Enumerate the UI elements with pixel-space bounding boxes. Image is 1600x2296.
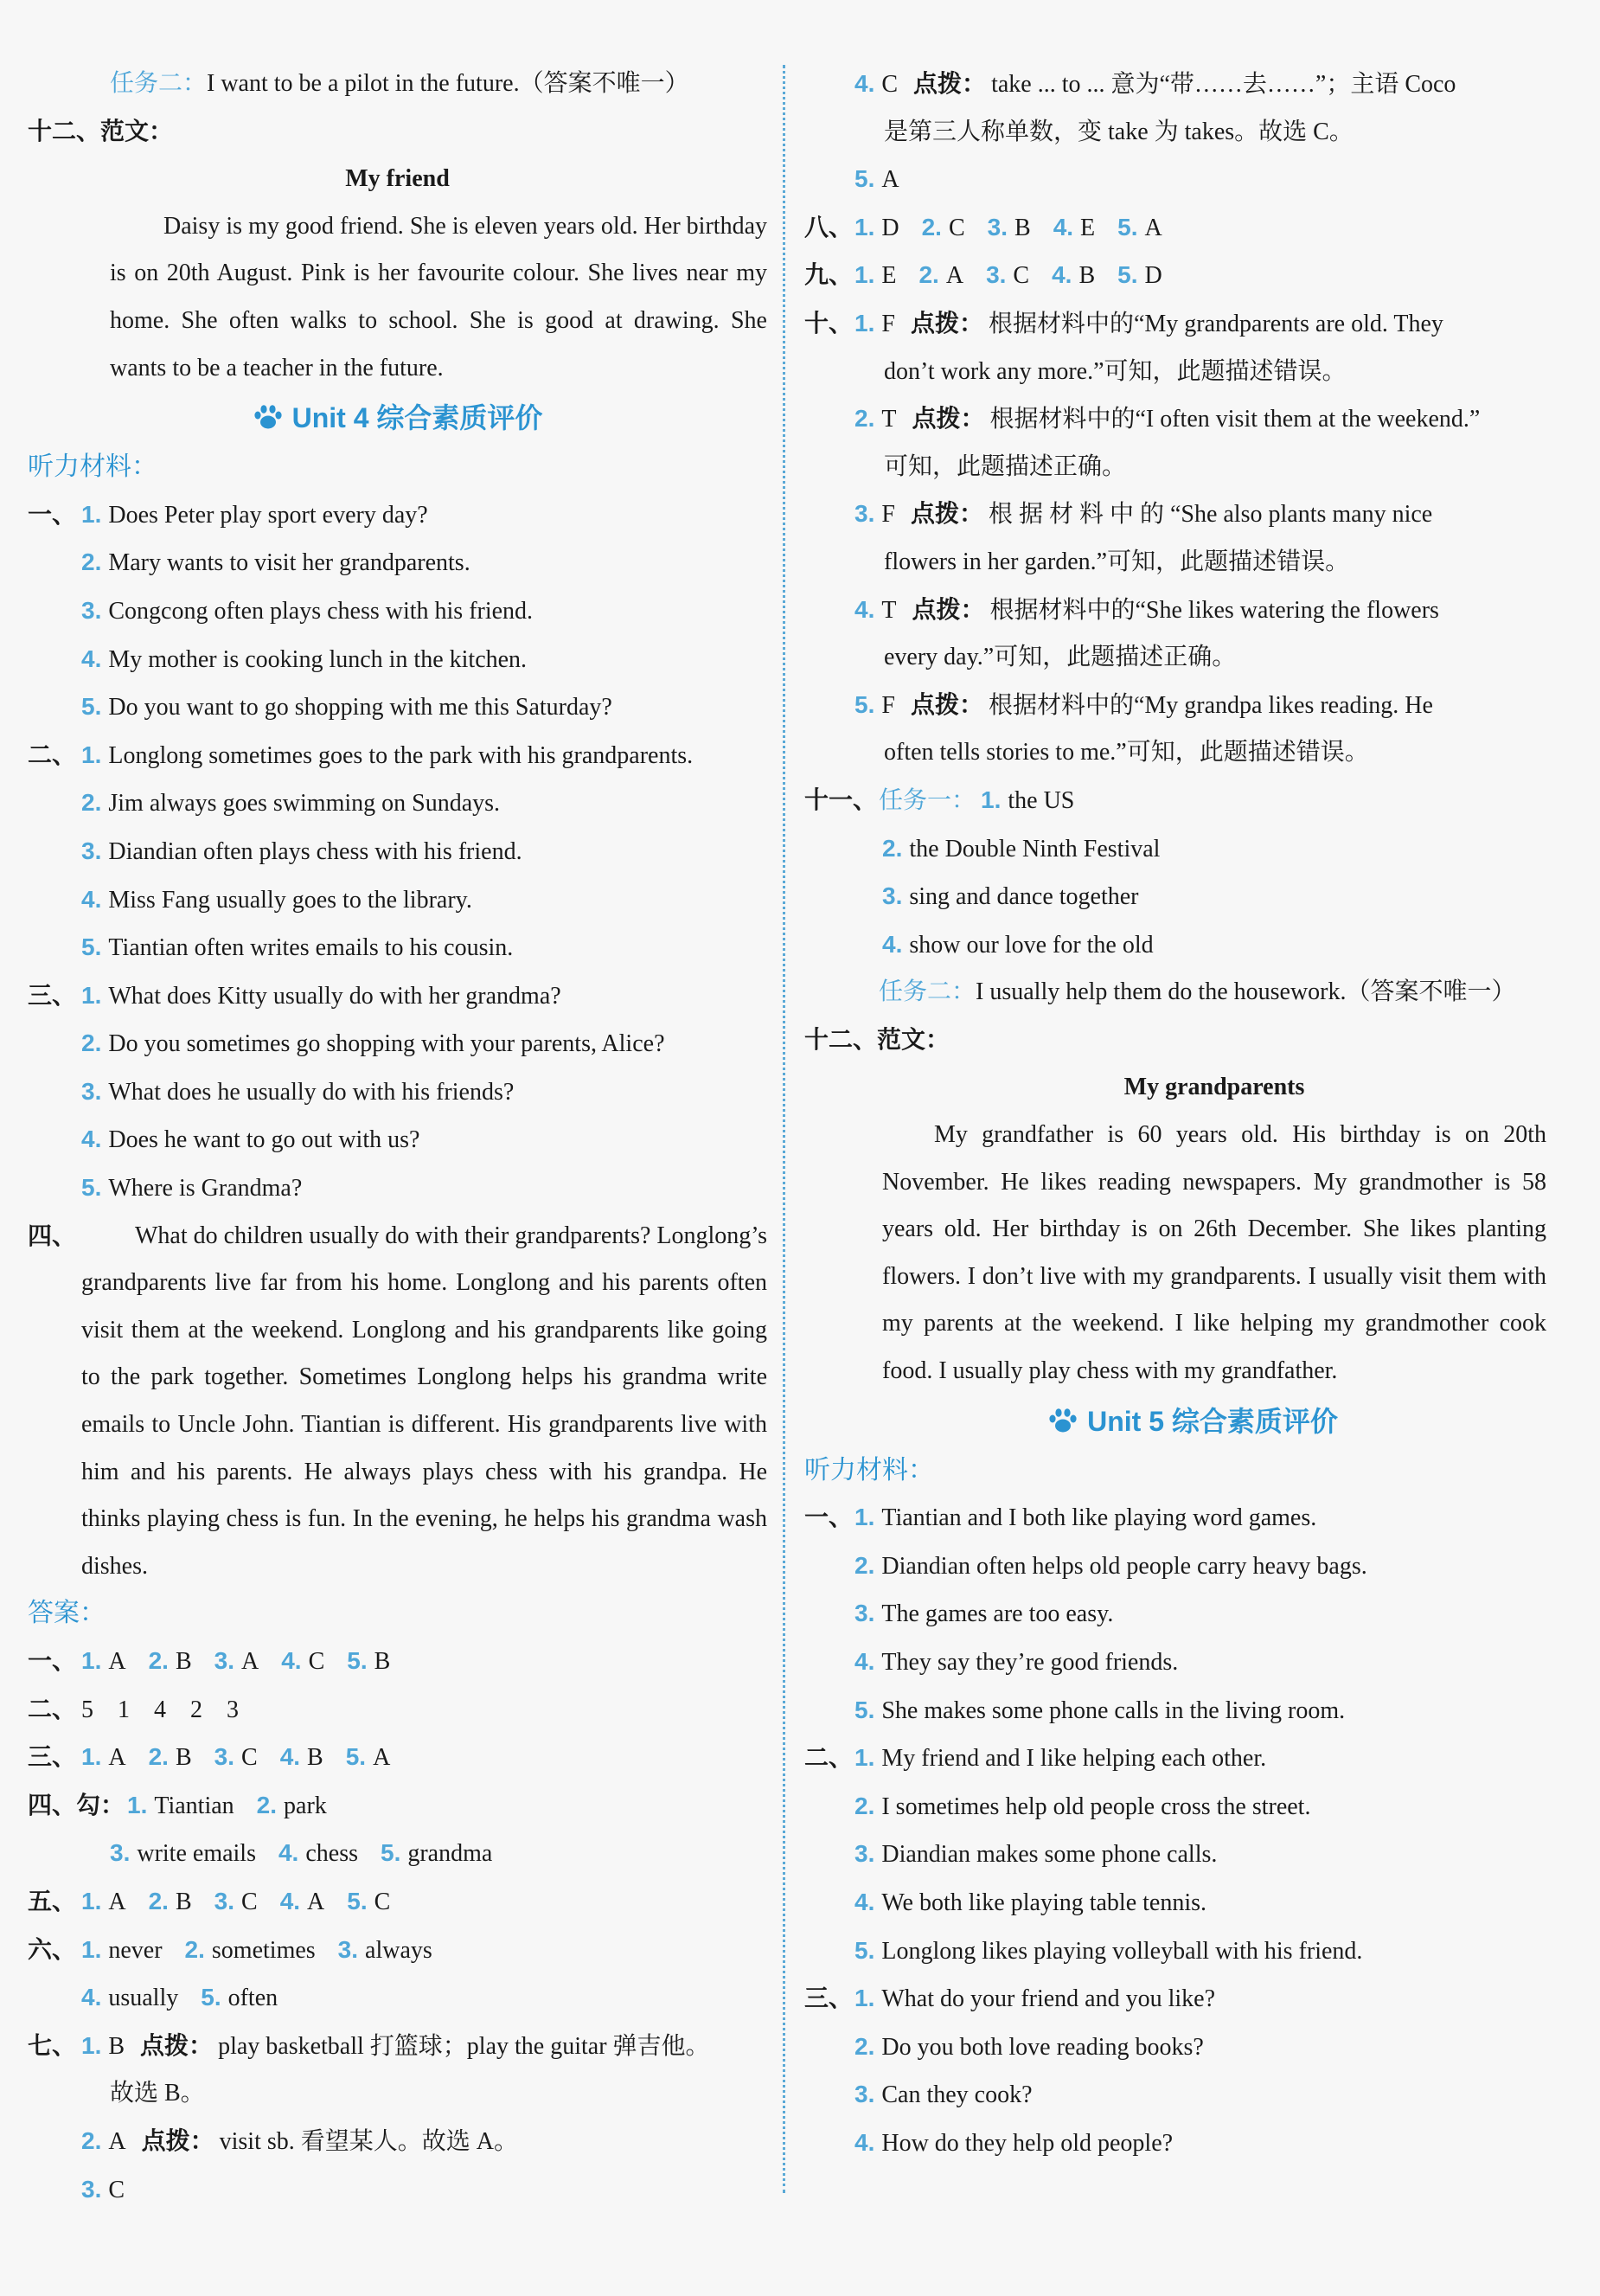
a6-line: 六、 1. never 2. sometimes 3. always	[28, 1934, 432, 1964]
a10-item: 5. F 点拨： 根据材料中的“My grandpa likes reading. He	[854, 689, 1433, 719]
listening-heading: 听力材料：	[804, 1455, 934, 1485]
a7-line: 七、 1. B 点拨： play basketball 打篮球；play the guitar 弹吉他。	[28, 2030, 710, 2060]
a3-line: 三、 1. A 2. B 3. C 4. B 5. A	[28, 1742, 391, 1772]
a10-item: often tells stories to me.”可知，此题描述错误。	[884, 739, 1369, 766]
s1-item: 一、 1. Does Peter play sport every day?	[28, 499, 428, 529]
a10-item: 2. T 点拨： 根据材料中的“I often visit them at the weekend.”	[854, 404, 1481, 433]
a11-item: 4. show our love for the old	[882, 930, 1154, 959]
s1-item: 2. Diandian often helps old people carry heavy bags.	[854, 1551, 1367, 1580]
a10-item: flowers in her garden.”可知，此题描述错误。	[884, 548, 1350, 575]
a2-line: 二、 5 1 4 2 3	[28, 1694, 240, 1723]
s1-item: 一、1. Tiantian and I both like playing word games.	[804, 1503, 1317, 1532]
s1-item: 2. Mary wants to visit her grandparents.	[81, 548, 470, 577]
s3-item: 三、1. What do your friend and you like?	[804, 1984, 1216, 2013]
a8-line: 八、1. D 2. C 3. B 4. E 5. A	[804, 212, 1162, 241]
a4-line: 四、勾： 1. Tiantian 2. park	[28, 1790, 327, 1819]
a10-item: every day.”可知，此题描述正确。	[884, 644, 1237, 671]
s2-item: 二、 1. Longlong sometimes goes to the park with his grandparents.	[28, 740, 694, 769]
s2-item: 3. Diandian makes some phone calls.	[854, 1840, 1218, 1869]
a4-line: 3. write emails 4. chess 5. grandma	[110, 1839, 493, 1868]
s2-item: 2. I sometimes help old people cross the street.	[854, 1792, 1311, 1820]
paw-icon	[1047, 1407, 1078, 1434]
a9-line: 九、1. E 2. A 3. C 4. B 5. D	[804, 260, 1162, 290]
s4-text: What do children usually do with their grandparents? Longlong’s grandparents live far from his home. Longlong and his parents often visit them at the weekend. Longlong and his grandparents like going to the park together. Sometimes Longlong helps his grandma write emails to Uncle John. Tiantian is different. His grandparents live with him and his parents. He always plays chess with his grandpa. He thinks playing chess is fun. In the evening, he helps his grandma wash dishes.	[81, 1222, 767, 1580]
s1-item: 3. The games are too easy.	[854, 1600, 1114, 1628]
s2-item: 2. Jim always goes swimming on Sundays.	[81, 789, 501, 818]
a7-line: 2. A 点拨： visit sb. 看望某人。故选 A。	[81, 2126, 518, 2155]
s2-item: 4. Miss Fang usually goes to the library.	[81, 885, 472, 914]
s1-item: 5. Do you want to go shopping with me this Saturday?	[81, 693, 612, 722]
s3-item: 3. Can they cook?	[854, 2081, 1033, 2109]
section-12-label: 十二、范文：	[28, 116, 174, 145]
answers-heading: 答案：	[28, 1599, 106, 1628]
s2-item: 二、1. My friend and I like helping each other.	[804, 1743, 1267, 1773]
a10-item: 可知，此题描述正确。	[884, 452, 1127, 480]
a6-line: 4. usually 5. often	[81, 1984, 278, 2012]
column-divider	[783, 65, 785, 2193]
s1-item: 3. Congcong often plays chess with his friend.	[81, 596, 534, 625]
s3-item: 4. Does he want to go out with us?	[81, 1126, 420, 1154]
a7-line: 4. C 点拨： take ... to ... 意为“带……去……”；主语 Coco	[854, 69, 1456, 98]
s1-item: 4. They say they’re good friends.	[854, 1648, 1179, 1676]
a10-item: 十、1. F 点拨： 根据材料中的“My grandparents are old. They	[804, 308, 1443, 337]
paw-icon	[253, 403, 284, 431]
a10-item: 4. T 点拨： 根据材料中的“She likes watering the flowers	[854, 594, 1439, 624]
a7-line: 是第三人称单数，变 take 为 takes。故选 C。	[884, 118, 1354, 145]
s4-block: 四、 What do children usually do with their grandparents? Longlong’s grandparents live far from his home. Longlong and his parents often visit them at the weekend. Longlong and his grandparents like going to the park together. Sometimes Longlong helps his grandma write emails to Uncle John. Tiantian is different. His grandparents live with him and his parents. He always plays chess with his grandpa. He thinks playing chess is fun. In the evening, he helps his grandma wash dishes.	[28, 1213, 767, 1591]
a10-item: 3. F 点拨： 根 据 材 料 中 的 “She also plants many nice	[854, 499, 1433, 529]
task2-line: 任务二：I usually help them do the housework.（答案不唯一）	[879, 978, 1516, 1006]
left-column	[28, 61, 767, 2214]
s1-item: 4. My mother is cooking lunch in the kitchen.	[81, 645, 528, 673]
s2-item: 4. We both like playing table tennis.	[854, 1888, 1207, 1916]
a11-item: 3. sing and dance together	[882, 882, 1139, 911]
essay-text: My grandfather is 60 years old. His birthday is on 20th November. He likes reading newspapers. My grandmother is 58 years old. Her birthday is on 26th December. She likes planting flowers. I don’t live with my grandparents. I usually visit them with my parents at the weekend. I like helping my grandmother cook food. I usually play chess with my grandfather.	[882, 1121, 1546, 1385]
a7-line: 5. A	[854, 165, 899, 194]
essay-title: My friend	[345, 165, 450, 193]
s1-item: 5. She makes some phone calls in the living room.	[854, 1696, 1346, 1724]
section-12-label: 十二、范文：	[804, 1024, 950, 1054]
right-column	[804, 61, 1546, 2168]
s3-item: 三、 1. What does Kitty usually do with her grandma?	[28, 980, 561, 1010]
unit5-title: Unit 5 综合素质评价	[804, 1395, 1546, 1447]
a5-line: 五、 1. A 2. B 3. C 4. A 5. C	[28, 1886, 391, 1915]
essay-text: Daisy is my good friend. She is eleven years old. Her birthday is on 20th August. Pink is her favourite colour. She lives near my home. She often walks to school. She is good at drawing. She wants to be a teacher in the future.	[110, 212, 767, 382]
a7-line: 3. C	[81, 2175, 125, 2203]
s3-item: 4. How do they help old people?	[854, 2128, 1174, 2157]
unit4-title: Unit 4 综合素质评价	[28, 392, 767, 444]
a10-item: don’t work any more.”可知，此题描述错误。	[884, 357, 1347, 385]
s2-item: 3. Diandian often plays chess with his friend.	[81, 837, 522, 865]
essay-title: My grandparents	[1123, 1074, 1305, 1101]
a11-item: 2. the Double Ninth Festival	[882, 834, 1161, 863]
a7-line: 故选 B。	[110, 2080, 205, 2107]
s3-item: 3. What does he usually do with his friends?	[81, 1077, 515, 1106]
s3-item: 2. Do you sometimes go shopping with your parents, Alice?	[81, 1029, 665, 1058]
s3-item: 5. Where is Grandma?	[81, 1174, 303, 1203]
a11-item: 十一、任务一： 1. the US	[804, 785, 1075, 814]
listening-heading: 听力材料：	[28, 452, 157, 482]
a1-line: 一、 1. A 2. B 3. A 4. C 5. B	[28, 1646, 391, 1675]
s3-item: 2. Do you both love reading books?	[854, 2032, 1204, 2061]
s2-item: 5. Tiantian often writes emails to his cousin.	[81, 933, 514, 962]
s2-item: 5. Longlong likes playing volleyball with his friend.	[854, 1936, 1363, 1965]
task2-line: 任务二：I want to be a pilot in the future.（答案不唯一）	[110, 70, 689, 97]
